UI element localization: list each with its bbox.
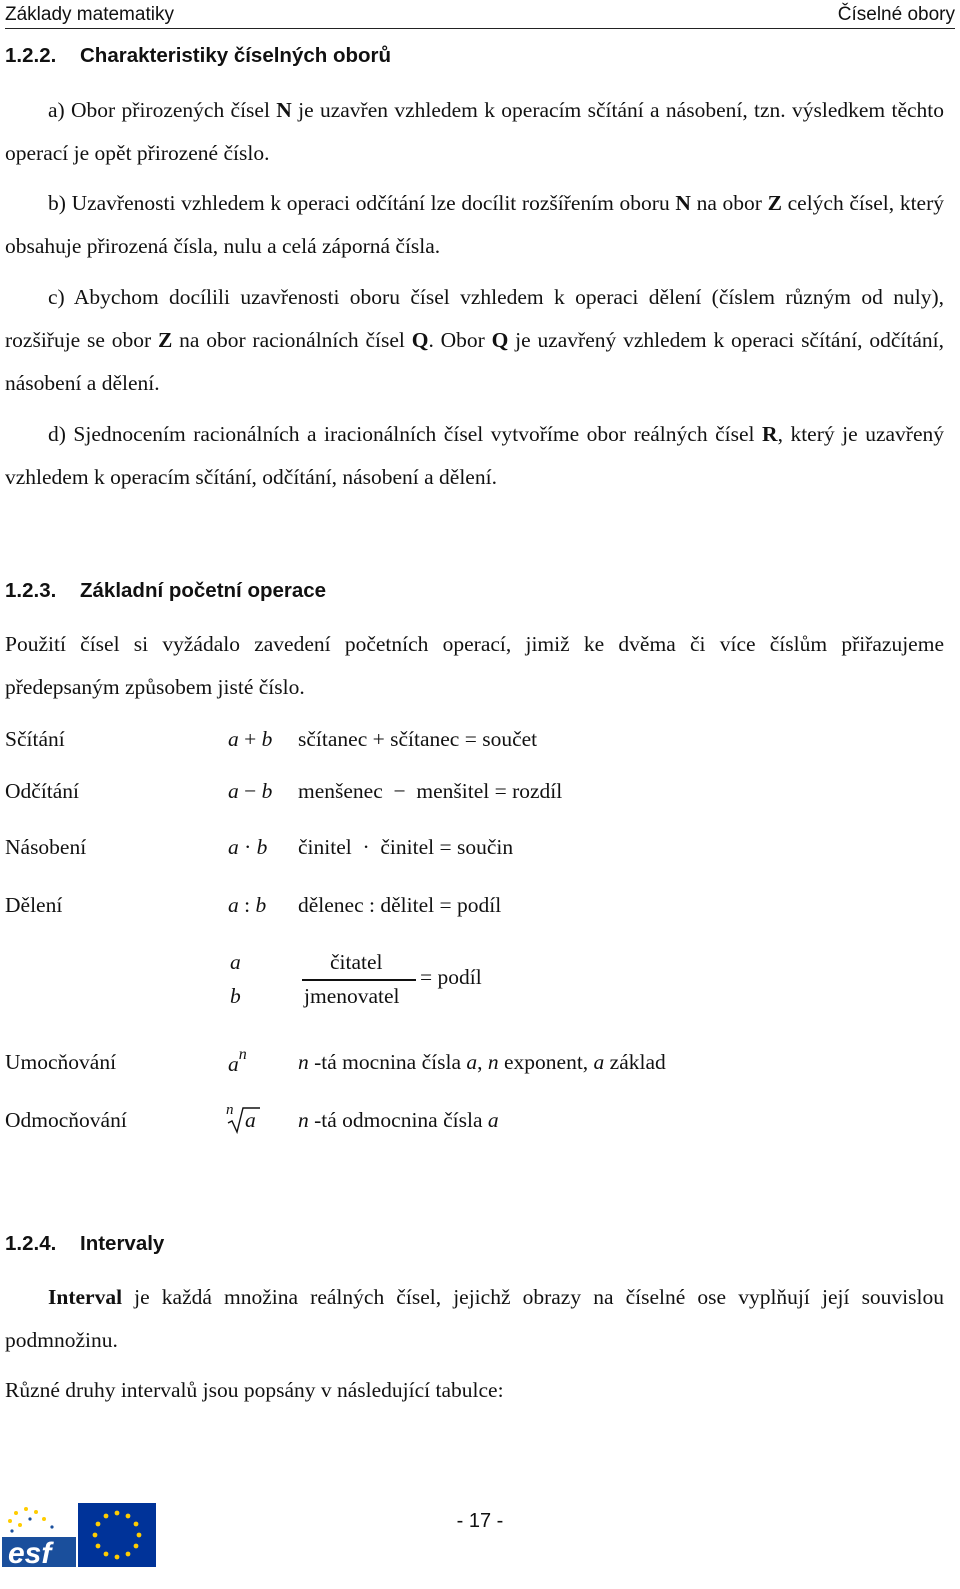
fraction-result: = podíl (420, 965, 482, 989)
op-label: Umocňování (5, 1050, 117, 1074)
paragraph-d: d) Sjednocením racionálních a iracionálních čísel vytvoříme obor reálných čísel R, který je uzavřený vzhledem k operacím sčítání, odčítání, násobení a dělení. (5, 422, 944, 489)
fraction-word-numerator: čitatel (330, 950, 383, 974)
fraction-bar (302, 979, 416, 981)
op-label: Násobení (5, 835, 87, 859)
op-description: dělenec : dělitel = podíl (298, 893, 502, 917)
interval-definition: Interval je každá množina reálných čísel, jejichž obrazy na číselné ose vyplňují její souvislou podmnožinu. (5, 1285, 944, 1352)
op-row-power (0, 1048, 960, 1082)
op-label: Odčítání (5, 779, 80, 803)
paragraph-c: c) Abychom docílili uzavřenosti oboru čísel vzhledem k operaci dělení (číslem různým od nuly), rozšiřuje se obor Z na obor racionálních čísel Q. Obor Q je uzavřený vzhledem k operaci sčítání, odčítání, násobení a dělení. (5, 285, 944, 395)
section-heading-124 (5, 1232, 164, 1256)
op-description: n -tá odmocnina čísla a (298, 1108, 499, 1132)
section-title: Základní početní operace (80, 579, 327, 602)
header-right: Číselné obory (837, 4, 955, 25)
radical-sign-icon (226, 1106, 262, 1136)
op-label: Dělení (5, 893, 63, 917)
paragraph-a: a) Obor přirozených čísel N je uzavřen vzhledem k operacím sčítání a násobení, tzn. výsledkem těchto operací je opět přirozené číslo. (5, 98, 945, 165)
op-label: Sčítání (5, 727, 65, 751)
op-description: sčítanec + sčítanec = součet (298, 727, 538, 751)
section-number: 1.2.3. (5, 579, 57, 602)
op-description: činitel · činitel = součin (298, 835, 514, 859)
op-row-addition (0, 727, 960, 757)
op-row-subtraction (0, 779, 960, 809)
root-symbol (226, 1102, 262, 1134)
interval-note: Různé druhy intervalů jsou popsány v následující tabulce: (5, 1378, 504, 1402)
op-label: Odmocňování (5, 1108, 127, 1132)
root-radicand: a (245, 1108, 256, 1132)
root-index: n (226, 1102, 234, 1118)
section-title: Charakteristiky číselných oborů (80, 44, 392, 67)
op-symbol: a · b (228, 835, 268, 859)
op-symbol: a − b (228, 779, 273, 803)
op-row-division (0, 893, 960, 923)
fraction-block (228, 950, 528, 1020)
fraction-numerator: a (230, 950, 241, 974)
power-symbol: $a^n$ (228, 1046, 247, 1077)
paragraph-b: b) Uzavřenosti vzhledem k operaci odčítání lze docílit rozšířením oboru N na obor Z celých čísel, který obsahuje přirozená čísla, nulu a celá záporná čísla. (5, 191, 944, 258)
op-description: n -tá mocnina čísla a, n exponent, a základ (298, 1050, 666, 1074)
op-description: menšenec − menšitel = rozdíl (298, 779, 563, 803)
operations-intro: Použití čísel si vyžádalo zavedení početních operací, jimiž ke dvěma či více číslům přiřazujeme předepsaným způsobem jisté číslo. (5, 632, 944, 699)
page-header (5, 2, 955, 29)
fraction-word-denominator: jmenovatel (304, 984, 400, 1008)
section-heading-123 (5, 579, 326, 603)
op-symbol: a + b (228, 727, 273, 751)
op-row-multiplication (0, 835, 960, 865)
section-heading-122 (5, 44, 391, 68)
page-number: - 17 - (456, 1510, 504, 1532)
fraction-denominator: b (230, 984, 241, 1008)
esf-logo-text: esf (8, 1537, 52, 1567)
section-number: 1.2.2. (5, 44, 57, 67)
op-row-root (0, 1102, 960, 1140)
op-symbol: a : b (228, 893, 267, 917)
section-title: Intervaly (80, 1232, 165, 1255)
section-number: 1.2.4. (5, 1232, 57, 1255)
header-left: Základy matematiky (5, 4, 174, 25)
